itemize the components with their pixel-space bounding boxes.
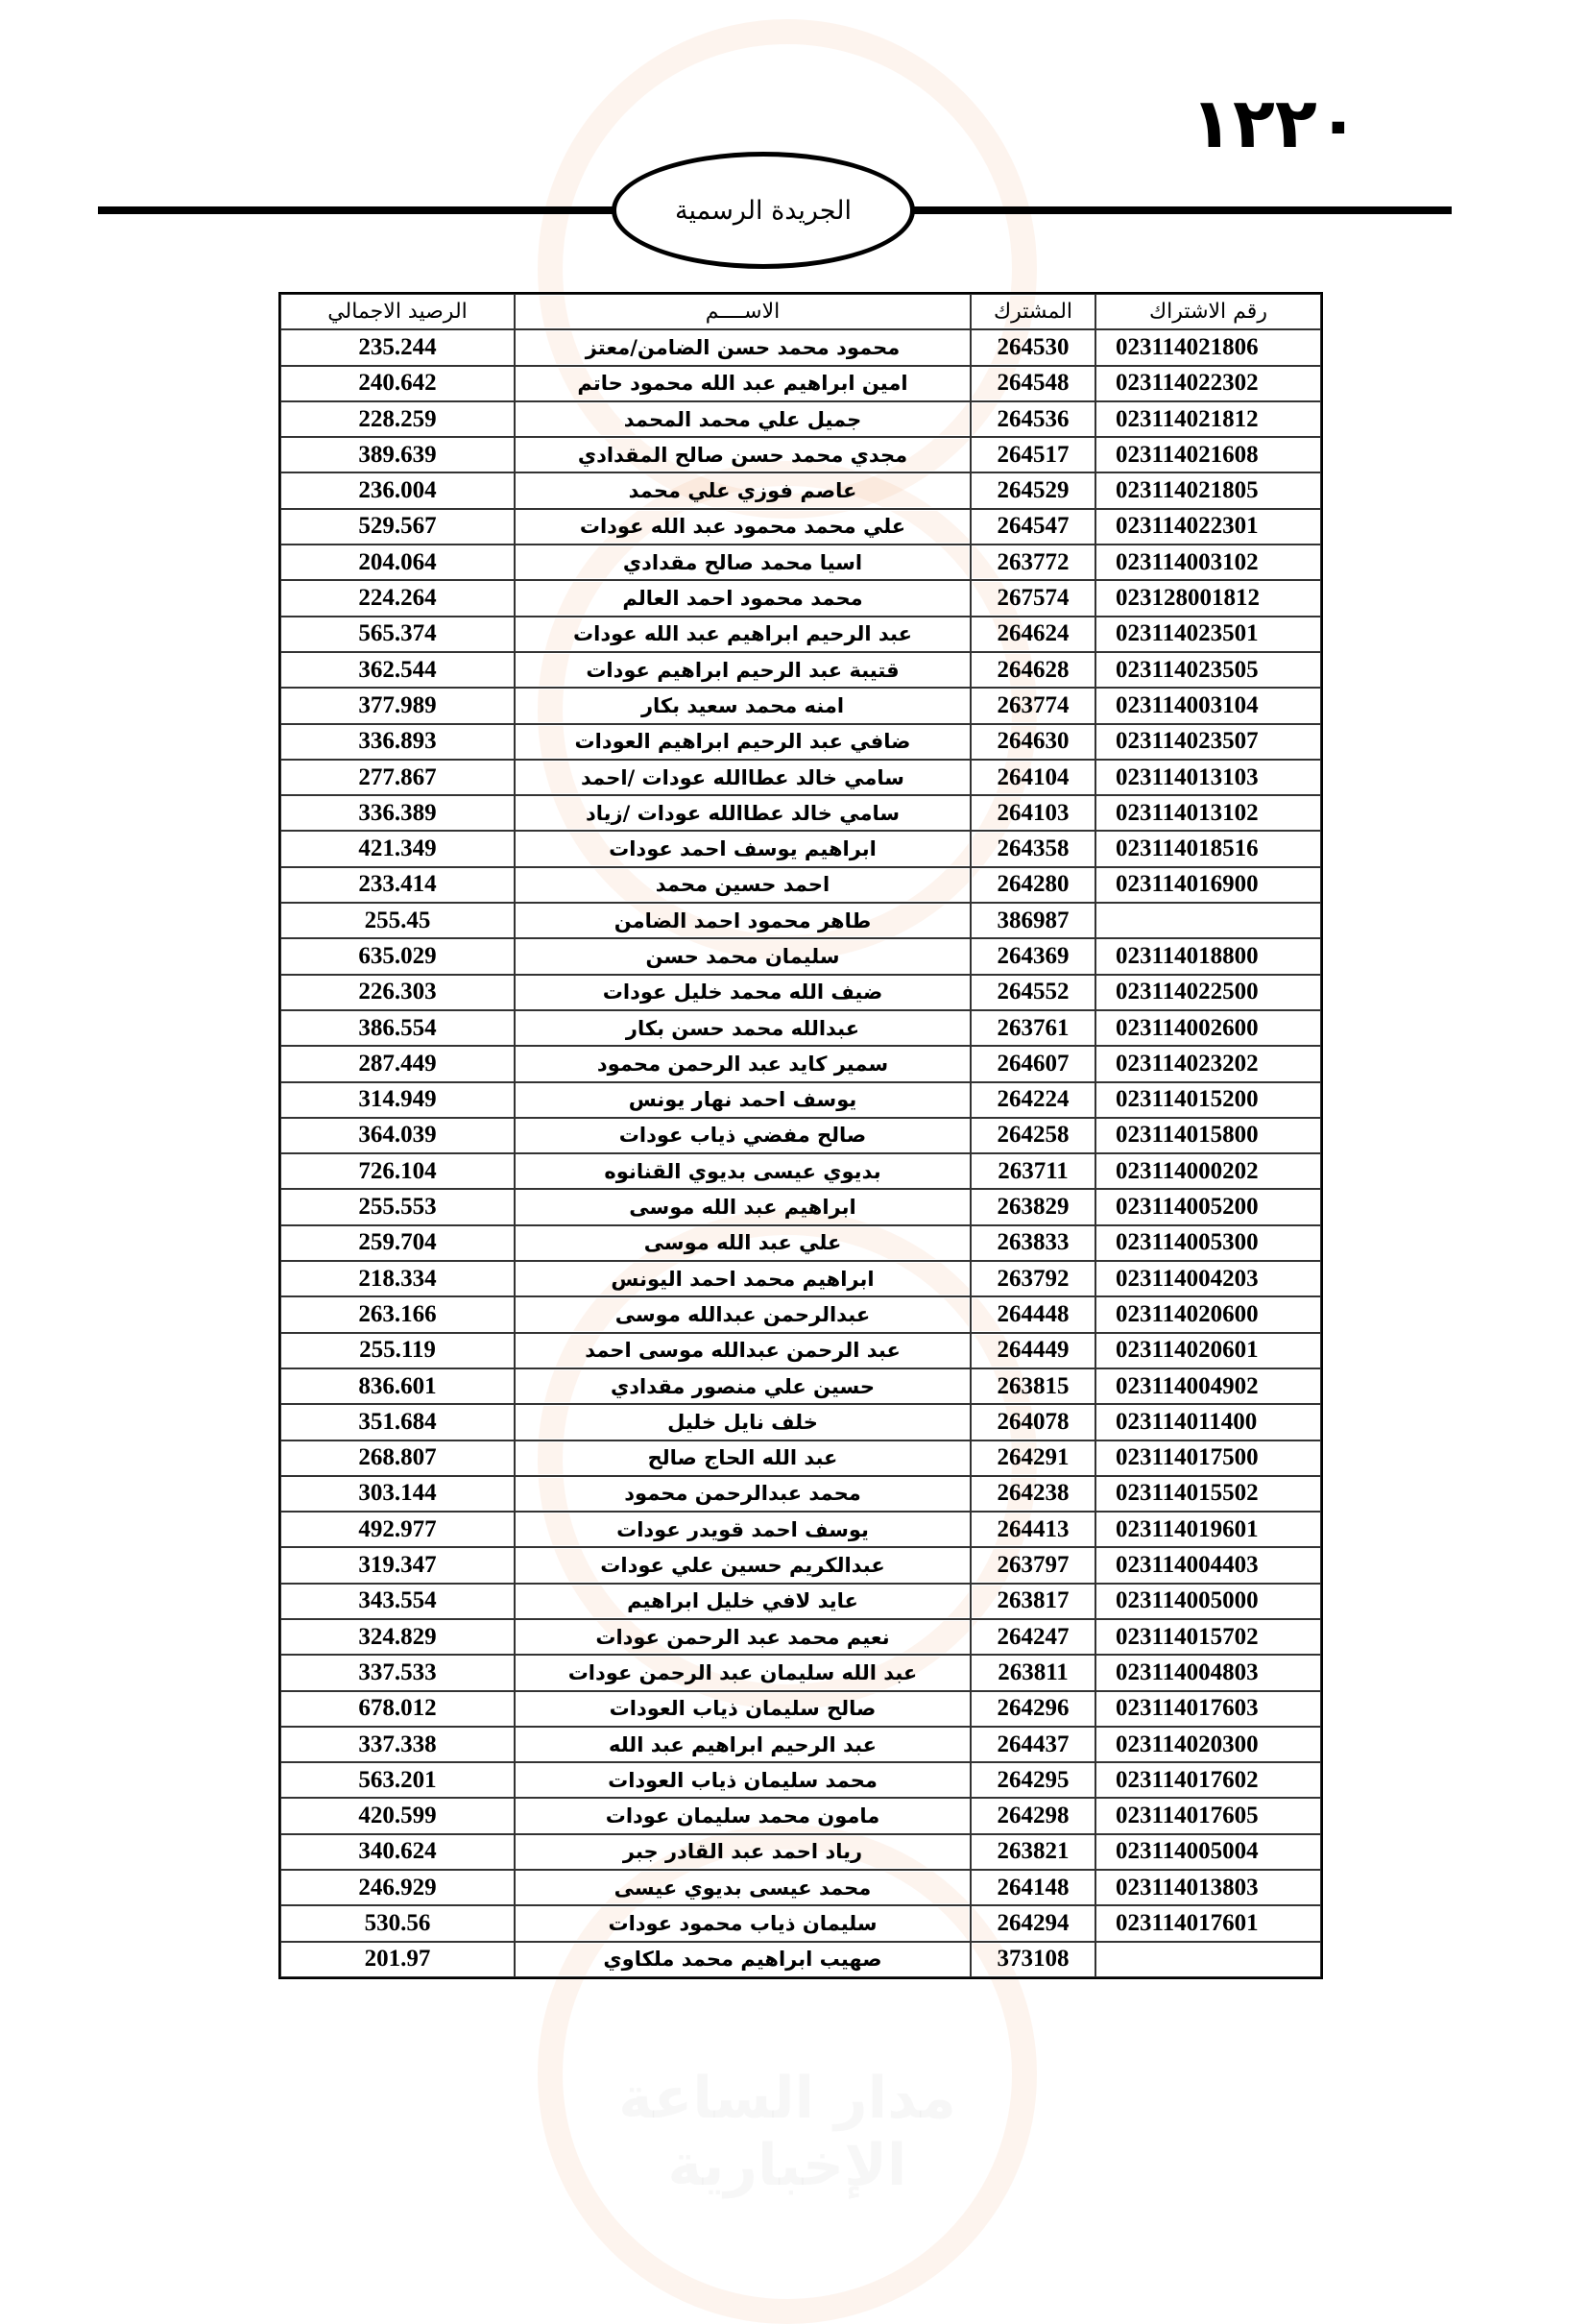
name-cell: حسين علي منصور مقدادي: [515, 1368, 971, 1404]
name-cell: رياد احمد عبد القادر جبر: [515, 1834, 971, 1870]
table-row: [280, 437, 1321, 472]
subscriber-no-cell: 264449: [971, 1333, 1095, 1368]
header-name: الاســــم: [515, 294, 971, 329]
subscriber-no-cell: 264448: [971, 1296, 1095, 1332]
subscriber-no-cell: 264529: [971, 472, 1095, 508]
name-cell: محمد سليمان ذياب العودات: [515, 1762, 971, 1798]
table-row: [280, 1225, 1321, 1261]
subscriber-no-cell: 264413: [971, 1512, 1095, 1547]
subscriber-no-cell: 263829: [971, 1189, 1095, 1224]
subscription-no-cell: 023114002600: [1095, 1010, 1321, 1046]
subscriber-no-cell: 264552: [971, 975, 1095, 1010]
subscriber-no-cell: 264238: [971, 1476, 1095, 1512]
table-row: [280, 1189, 1321, 1224]
table-row: [280, 401, 1321, 437]
table-row: [280, 760, 1321, 795]
subscriber-no-cell: 264247: [971, 1619, 1095, 1655]
subscription-no-cell: 023114023501: [1095, 617, 1321, 652]
balance-cell: 277.867: [280, 760, 515, 795]
subscriber-no-cell: 263817: [971, 1584, 1095, 1619]
subscriber-no-cell: 264358: [971, 831, 1095, 866]
name-cell: محمد محمود احمد العالم: [515, 580, 971, 616]
subscriber-no-cell: 263833: [971, 1225, 1095, 1261]
table-row: [280, 867, 1321, 903]
name-cell: علي عبد الله موسى: [515, 1225, 971, 1261]
subscription-no-cell: 023114004902: [1095, 1368, 1321, 1404]
balance-cell: 233.414: [280, 867, 515, 903]
table-row: [280, 1333, 1321, 1368]
table-row: [280, 1834, 1321, 1870]
balance-cell: 235.244: [280, 329, 515, 365]
subscriber-no-cell: 264104: [971, 760, 1095, 795]
balance-cell: 201.97: [280, 1942, 515, 1977]
subscriber-no-cell: 267574: [971, 580, 1095, 616]
subscription-no-cell: 023114023505: [1095, 652, 1321, 688]
table-row: [280, 1619, 1321, 1655]
table-row: [280, 1476, 1321, 1512]
subscriber-no-cell: 264148: [971, 1870, 1095, 1905]
subscription-no-cell: 023114020601: [1095, 1333, 1321, 1368]
table-row: [280, 1727, 1321, 1762]
balance-cell: 228.259: [280, 401, 515, 437]
subscriber-no-cell: 373108: [971, 1942, 1095, 1977]
balance-cell: 421.349: [280, 831, 515, 866]
table-row: [280, 329, 1321, 365]
subscription-no-cell: 023114015200: [1095, 1082, 1321, 1118]
table-row: [280, 509, 1321, 545]
name-cell: عبد الرحيم ابراهيم عبد الله: [515, 1727, 971, 1762]
table-row: [280, 652, 1321, 688]
subscription-no-cell: 023114021812: [1095, 401, 1321, 437]
name-cell: محمد عيسى بديوي عيسى: [515, 1870, 971, 1905]
balance-cell: 836.601: [280, 1368, 515, 1404]
name-cell: ابراهيم يوسف احمد عودات: [515, 831, 971, 866]
subscription-no-cell: 023114022302: [1095, 366, 1321, 401]
balance-cell: 565.374: [280, 617, 515, 652]
subscription-no-cell: 023114013103: [1095, 760, 1321, 795]
balance-cell: 492.977: [280, 1512, 515, 1547]
name-cell: نعيم محمد عبد الرحمن عودات: [515, 1619, 971, 1655]
balance-cell: 340.624: [280, 1834, 515, 1870]
subscription-no-cell: 023114023507: [1095, 724, 1321, 760]
balance-cell: 529.567: [280, 509, 515, 545]
table-row: [280, 1584, 1321, 1619]
subscription-no-cell: 023114005000: [1095, 1584, 1321, 1619]
subscriber-no-cell: 264517: [971, 437, 1095, 472]
subscriber-no-cell: 264607: [971, 1046, 1095, 1081]
subscriber-no-cell: 264280: [971, 867, 1095, 903]
name-cell: عبد الله سليمان عبد الرحمن عودات: [515, 1655, 971, 1690]
balance-cell: 324.829: [280, 1619, 515, 1655]
name-cell: محمد عبدالرحمن محمود: [515, 1476, 971, 1512]
subscriber-no-cell: 264296: [971, 1691, 1095, 1727]
name-cell: ابراهيم محمد احمد اليونس: [515, 1261, 971, 1296]
balance-cell: 255.553: [280, 1189, 515, 1224]
balance-cell: 678.012: [280, 1691, 515, 1727]
balance-cell: 389.639: [280, 437, 515, 472]
name-cell: جميل علي محمد المحمد: [515, 401, 971, 437]
balance-cell: 377.989: [280, 688, 515, 723]
name-cell: عبد الرحيم ابراهيم عبد الله عودات: [515, 617, 971, 652]
balance-cell: 204.064: [280, 545, 515, 580]
subscription-no-cell: 023114022301: [1095, 509, 1321, 545]
subscription-no-cell: 023114004403: [1095, 1547, 1321, 1583]
subscriber-no-cell: 264294: [971, 1905, 1095, 1941]
subscription-no-cell: 023114018800: [1095, 938, 1321, 974]
balance-cell: 263.166: [280, 1296, 515, 1332]
header-ellipse: [612, 152, 915, 269]
table-row: [280, 1762, 1321, 1798]
table-row: [280, 1368, 1321, 1404]
subscriber-no-cell: 264548: [971, 366, 1095, 401]
subscription-no-cell: 023114021805: [1095, 472, 1321, 508]
table-row: [280, 617, 1321, 652]
name-cell: سليمان محمد حسن: [515, 938, 971, 974]
balance-cell: 530.56: [280, 1905, 515, 1941]
table-row: [280, 938, 1321, 974]
subscription-no-cell: 023114020300: [1095, 1727, 1321, 1762]
subscriber-no-cell: 263772: [971, 545, 1095, 580]
table-row: [280, 795, 1321, 831]
balance-cell: 268.807: [280, 1440, 515, 1476]
name-cell: ضيف الله محمد خليل عودات: [515, 975, 971, 1010]
subscriber-no-cell: 264298: [971, 1798, 1095, 1833]
balance-cell: 362.544: [280, 652, 515, 688]
subscription-no-cell: 023114017603: [1095, 1691, 1321, 1727]
balance-cell: 343.554: [280, 1584, 515, 1619]
balance-cell: 246.929: [280, 1870, 515, 1905]
name-cell: عبدالكريم حسين علي عودات: [515, 1547, 971, 1583]
balance-cell: 259.704: [280, 1225, 515, 1261]
table-row: [280, 724, 1321, 760]
page-number: ١٢٢٠: [1191, 83, 1359, 163]
name-cell: امنه محمد سعيد بكار: [515, 688, 971, 723]
subscription-no-cell: 023114013102: [1095, 795, 1321, 831]
name-cell: علي محمد محمود عبد الله عودات: [515, 509, 971, 545]
subscription-no-cell: 023114021608: [1095, 437, 1321, 472]
subscriber-no-cell: 264369: [971, 938, 1095, 974]
name-cell: صالح سليمان ذياب العودات: [515, 1691, 971, 1727]
subscriber-no-cell: 264624: [971, 617, 1095, 652]
table-header-row: [280, 294, 1321, 329]
subscriber-no-cell: 264530: [971, 329, 1095, 365]
subscription-no-cell: 023114017602: [1095, 1762, 1321, 1798]
table-row: [280, 1440, 1321, 1476]
name-cell: سمير كايد عبد الرحمن محمود: [515, 1046, 971, 1081]
table-row: [280, 1118, 1321, 1153]
balance-cell: 255.45: [280, 903, 515, 938]
table-row: [280, 1010, 1321, 1046]
subscriber-no-cell: 264295: [971, 1762, 1095, 1798]
table-body: [280, 329, 1321, 1977]
subscriber-no-cell: 263821: [971, 1834, 1095, 1870]
balance-cell: 224.264: [280, 580, 515, 616]
balance-cell: 336.893: [280, 724, 515, 760]
balance-cell: 635.029: [280, 938, 515, 974]
subscriber-no-cell: 264628: [971, 652, 1095, 688]
header-balance: الرصيد الاجمالي: [280, 294, 515, 329]
table-row: [280, 366, 1321, 401]
subscription-no-cell: 023114023202: [1095, 1046, 1321, 1081]
balance-cell: 386.554: [280, 1010, 515, 1046]
name-cell: عايد لافي خليل ابراهيم: [515, 1584, 971, 1619]
subscriber-no-cell: 263811: [971, 1655, 1095, 1690]
name-cell: سامي خالد عطاالله عودات /زياد: [515, 795, 971, 831]
subscriber-no-cell: 386987: [971, 903, 1095, 938]
table-row: [280, 975, 1321, 1010]
subscription-no-cell: 023114005004: [1095, 1834, 1321, 1870]
table-row: [280, 472, 1321, 508]
subscriber-no-cell: 263774: [971, 688, 1095, 723]
name-cell: محمود محمد حسن الضامن/معتز: [515, 329, 971, 365]
subscription-no-cell: [1095, 903, 1321, 938]
table-row: [280, 1046, 1321, 1081]
subscription-no-cell: 023114004803: [1095, 1655, 1321, 1690]
name-cell: عاصم فوزي علي محمد: [515, 472, 971, 508]
balance-cell: 726.104: [280, 1153, 515, 1189]
balance-cell: 364.039: [280, 1118, 515, 1153]
subscriber-no-cell: 263761: [971, 1010, 1095, 1046]
subscription-no-cell: 023114005200: [1095, 1189, 1321, 1224]
balance-cell: 255.119: [280, 1333, 515, 1368]
subscription-no-cell: 023114017500: [1095, 1440, 1321, 1476]
table-row: [280, 1082, 1321, 1118]
name-cell: عبد الرحمن عبدالله موسى احمد: [515, 1333, 971, 1368]
subscription-no-cell: 023128001812: [1095, 580, 1321, 616]
table-row: [280, 1296, 1321, 1332]
name-cell: يوسف احمد قويدر عودات: [515, 1512, 971, 1547]
subscription-no-cell: 023114019601: [1095, 1512, 1321, 1547]
subscriber-no-cell: 263792: [971, 1261, 1095, 1296]
subscription-no-cell: 023114000202: [1095, 1153, 1321, 1189]
subscription-no-cell: 023114003104: [1095, 688, 1321, 723]
subscription-no-cell: 023114015702: [1095, 1619, 1321, 1655]
balance-cell: 351.684: [280, 1404, 515, 1440]
subscription-no-cell: 023114015502: [1095, 1476, 1321, 1512]
table-row: [280, 1153, 1321, 1189]
subscription-no-cell: [1095, 1942, 1321, 1977]
subscriber-no-cell: 264547: [971, 509, 1095, 545]
balance-cell: 319.347: [280, 1547, 515, 1583]
table-row: [280, 1870, 1321, 1905]
table-row: [280, 1655, 1321, 1690]
table-row: [280, 1261, 1321, 1296]
balance-cell: 303.144: [280, 1476, 515, 1512]
balance-cell: 337.533: [280, 1655, 515, 1690]
table-row: [280, 1905, 1321, 1941]
name-cell: صالح مفضي ذياب عودات: [515, 1118, 971, 1153]
name-cell: ضافي عبد الرحيم ابراهيم العودات: [515, 724, 971, 760]
subscription-no-cell: 023114013803: [1095, 1870, 1321, 1905]
balance-cell: 314.949: [280, 1082, 515, 1118]
balance-cell: 240.642: [280, 366, 515, 401]
watermark-text: مدار الساعة الإخبارية: [618, 2065, 956, 2199]
subscriber-no-cell: 264630: [971, 724, 1095, 760]
name-cell: احمد حسين محمد: [515, 867, 971, 903]
subscriber-no-cell: 263815: [971, 1368, 1095, 1404]
subscriber-no-cell: 264437: [971, 1727, 1095, 1762]
name-cell: سامي خالد عطاالله عودات /احمد: [515, 760, 971, 795]
subscriber-no-cell: 264224: [971, 1082, 1095, 1118]
name-cell: عبدالله محمد حسن بكار: [515, 1010, 971, 1046]
name-cell: قتيبة عبد الرحيم ابراهيم عودات: [515, 652, 971, 688]
balance-cell: 236.004: [280, 472, 515, 508]
name-cell: اسيا محمد صالح مقدادي: [515, 545, 971, 580]
table-row: [280, 903, 1321, 938]
balance-cell: 287.449: [280, 1046, 515, 1081]
balance-cell: 337.338: [280, 1727, 515, 1762]
subscriber-no-cell: 264103: [971, 795, 1095, 831]
table-row: [280, 1512, 1321, 1547]
name-cell: مجدي محمد حسن صالح المقدادي: [515, 437, 971, 472]
table-row: [280, 1942, 1321, 1977]
name-cell: بديوي عيسى بديوي القنانوه: [515, 1153, 971, 1189]
subscription-no-cell: 023114011400: [1095, 1404, 1321, 1440]
subscriber-no-cell: 263711: [971, 1153, 1095, 1189]
balance-cell: 226.303: [280, 975, 515, 1010]
header-subscriber: المشترك: [971, 294, 1095, 329]
subscription-no-cell: 023114003102: [1095, 545, 1321, 580]
subscriber-no-cell: 264291: [971, 1440, 1095, 1476]
subscription-no-cell: 023114005300: [1095, 1225, 1321, 1261]
subscriber-no-cell: 264536: [971, 401, 1095, 437]
subscription-no-cell: 023114020600: [1095, 1296, 1321, 1332]
name-cell: ابراهيم عبد الله موسى: [515, 1189, 971, 1224]
name-cell: عبد الله الحاج صالح: [515, 1440, 971, 1476]
table-row: [280, 1798, 1321, 1833]
subscription-no-cell: 023114016900: [1095, 867, 1321, 903]
subscription-no-cell: 023114017601: [1095, 1905, 1321, 1941]
name-cell: عبدالرحمن عبدالله موسى: [515, 1296, 971, 1332]
name-cell: خلف نايل خليل: [515, 1404, 971, 1440]
subscribers-table: [278, 292, 1323, 1979]
header-subscription-no: رقم الاشتراك: [1095, 294, 1321, 329]
name-cell: يوسف احمد نهار يونس: [515, 1082, 971, 1118]
name-cell: صهيب ابراهيم محمد ملكاوي: [515, 1942, 971, 1977]
subscription-no-cell: 023114018516: [1095, 831, 1321, 866]
subscription-no-cell: 023114017605: [1095, 1798, 1321, 1833]
subscription-no-cell: 023114021806: [1095, 329, 1321, 365]
name-cell: امين ابراهيم عبد الله محمود حاتم: [515, 366, 971, 401]
subscription-no-cell: 023114022500: [1095, 975, 1321, 1010]
table-row: [280, 580, 1321, 616]
balance-cell: 218.334: [280, 1261, 515, 1296]
balance-cell: 336.389: [280, 795, 515, 831]
name-cell: مامون محمد سليمان عودات: [515, 1798, 971, 1833]
name-cell: طاهر محمود احمد الضامن: [515, 903, 971, 938]
table-row: [280, 831, 1321, 866]
subscriber-no-cell: 264258: [971, 1118, 1095, 1153]
subscription-no-cell: 023114004203: [1095, 1261, 1321, 1296]
balance-cell: 420.599: [280, 1798, 515, 1833]
table-row: [280, 688, 1321, 723]
name-cell: سليمان ذياب محمود عودات: [515, 1905, 971, 1941]
subscription-no-cell: 023114015800: [1095, 1118, 1321, 1153]
subscriber-no-cell: 264078: [971, 1404, 1095, 1440]
table-row: [280, 1547, 1321, 1583]
header-title: الجريدة الرسمية: [675, 195, 852, 226]
balance-cell: 563.201: [280, 1762, 515, 1798]
table-row: [280, 545, 1321, 580]
table-row: [280, 1691, 1321, 1727]
subscriber-no-cell: 263797: [971, 1547, 1095, 1583]
table-row: [280, 1404, 1321, 1440]
